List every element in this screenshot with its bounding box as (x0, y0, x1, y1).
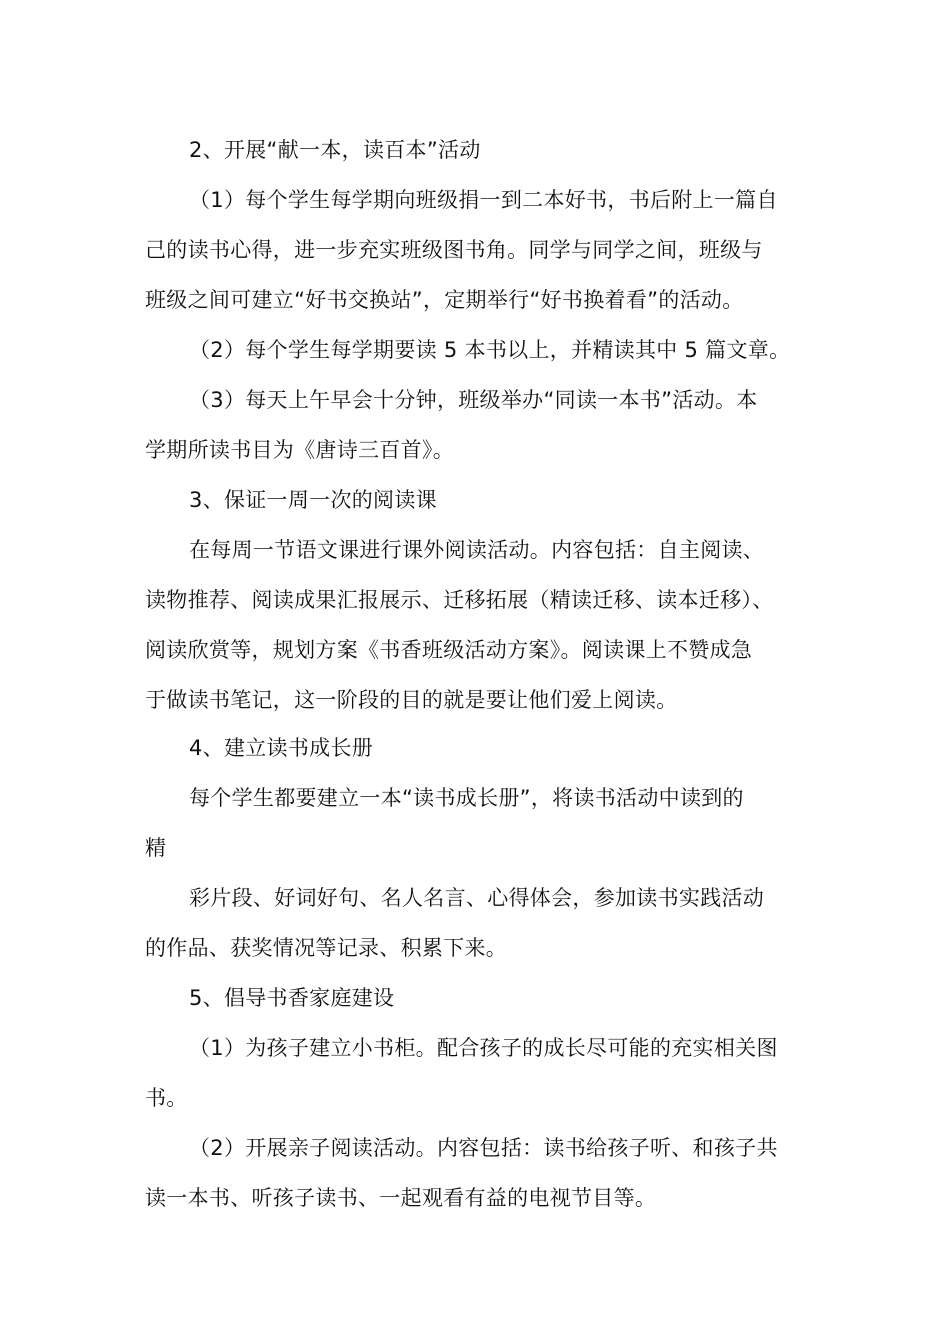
paragraph-line: （1）每个学生每学期向班级捐一到二本好书，书后附上一篇自 (189, 188, 778, 212)
paragraph-line: 的作品、获奖情况等记录、积累下来。 (145, 936, 508, 960)
paragraph-line: 学期所读书目为《唐诗三百首》。 (145, 438, 454, 462)
paragraph-line: （3）每天上午早会十分钟，班级举办“同读一本书”活动。本 (189, 388, 758, 412)
paragraph-line: （1）为孩子建立小书柜。配合孩子的成长尽可能的充实相关图 (189, 1036, 778, 1060)
heading-4: 4、建立读书成长册 (189, 736, 374, 760)
paragraph-line: 每个学生都要建立一本“读书成长册”，将读书活动中读到的 (189, 786, 744, 810)
paragraph-line: 阅读欣赏等，规划方案《书香班级活动方案》。阅读课上不赞成急 (145, 638, 753, 662)
paragraph-line: 在每周一节语文课进行课外阅读活动。内容包括：自主阅读、 (189, 538, 765, 562)
paragraph-line: 读一本书、听孩子读书、一起观看有益的电视节目等。 (145, 1186, 657, 1210)
heading-5: 5、倡导书香家庭建设 (189, 986, 395, 1010)
paragraph-line: 班级之间可建立“好书交换站”，定期举行“好书换着看”的活动。 (145, 288, 744, 312)
paragraph-line: 读物推荐、阅读成果汇报展示、迁移拓展（精读迁移、读本迁移）、 (145, 588, 774, 612)
paragraph-line: 于做读书笔记，这一阶段的目的就是要让他们爱上阅读。 (145, 688, 678, 712)
paragraph-line: （2）每个学生每学期要读 5 本书以上，并精读其中 5 篇文章。 (189, 338, 791, 362)
paragraph-line: 彩片段、好词好句、名人名言、心得体会，参加读书实践活动 (189, 886, 765, 910)
paragraph-line: 精 (145, 836, 167, 860)
paragraph-line: （2）开展亲子阅读活动。内容包括：读书给孩子听、和孩子共 (189, 1136, 778, 1160)
heading-3: 3、保证一周一次的阅读课 (189, 488, 437, 512)
paragraph-line: 己的读书心得，进一步充实班级图书角。同学与同学之间，班级与 (145, 238, 763, 262)
heading-2: 2、开展“献一本，读百本”活动 (189, 138, 481, 162)
paragraph-line: 书。 (145, 1086, 188, 1110)
